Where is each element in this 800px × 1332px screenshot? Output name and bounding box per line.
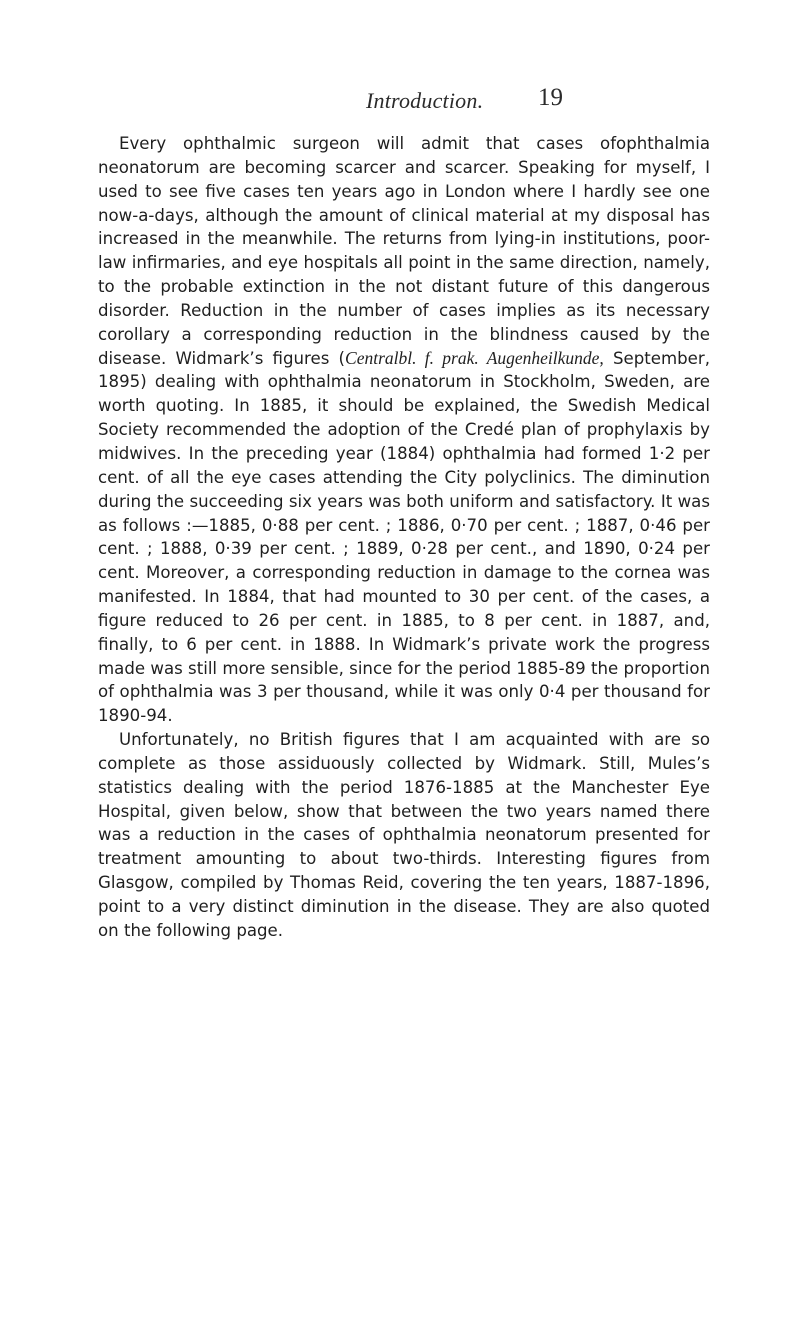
running-head-title: Introduction. bbox=[366, 88, 484, 113]
paragraph-1 bbox=[98, 132, 710, 728]
page-number: 19 bbox=[538, 84, 563, 111]
body-text bbox=[98, 132, 710, 943]
paragraph-1-text-a: Every ophthalmic surgeon will admit that cases ofophthalmia neonatorum are becoming scarcer and scarcer. Speaking for myself, I used to see five cases ten years ago in London where I hardly see one now-a-days, although the amount of clinical material at my disposal has increased in the meanwhile. The returns from lying-in institutions, poor-law infirmaries, and eye hospitals all point in the same direction, namely, to the probable extinction in the not distant future of this dangerous disorder. Reduction in the number of cases implies as its necessary corollary a corresponding reduction in the blindness caused by the disease. Widmark’s figures ( bbox=[98, 134, 710, 368]
paragraph-1-text-b: September, 1895) dealing with ophthalmia neonatorum in Stockholm, Sweden, are worth quoting. In 1885, it should be explained, the Swedish Medical Society recommended the adoption of the Credé plan of prophylaxis by midwives. In the preceding year (1884) ophthalmia had formed 1·2 per cent. of all the eye cases attending the City polyclinics. The diminution during the succeeding six years was both uniform and satisfactory. It was as follows :—1885, 0·88 per cent. ; 1886, 0·70 per cent. ; 1887, 0·46 per cent. ; 1888, 0·39 per cent. ; 1889, 0·28 per cent., and 1890, 0·24 per cent. Moreover, a corresponding reduction in damage to the cornea was manifested. In 1884, that had mounted to 30 per cent. of the cases, a figure reduced to 26 per cent. in 1885, to 8 per cent. in 1887, and, finally, to 6 per cent. in 1888. In Widmark’s private work the progress made was still more sensible, since for the period 1885-89 the proportion of ophthalmia was 3 per thousand, while it was only 0·4 per thousand for 1890-94. bbox=[98, 348, 710, 726]
journal-citation: Centralbl. f. prak. Augenheilkunde, bbox=[345, 347, 604, 368]
paragraph-2: Unfortunately, no British figures that I am acquainted with are so complete as those assiduously collected by Widmark. Still, Mules’s statistics dealing with the period 1876-1885 at the Manchester Eye Hospital, given below, show that between the two years named there was a reduction in the cases of ophthalmia neonatorum presented for treatment amounting to about two-thirds. Interesting figures from Glasgow, compiled by Thomas Reid, covering the ten years, 1887-1896, point to a very distinct diminution in the disease. They are also quoted on the following page. bbox=[98, 730, 710, 940]
